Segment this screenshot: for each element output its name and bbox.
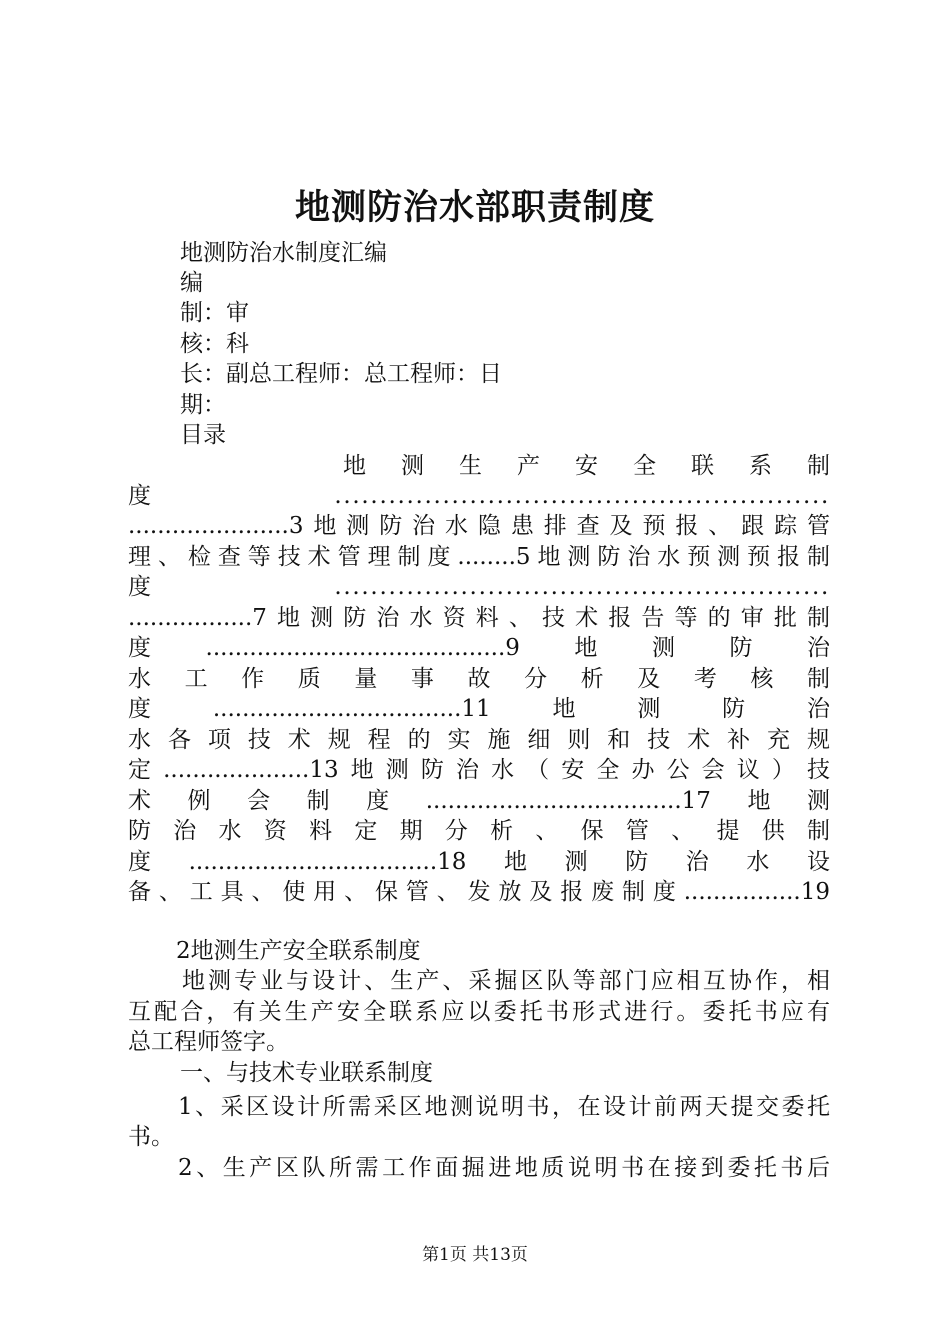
toc-line: .................7地测防治水资料、技术报告等的审批制 [128,605,830,631]
header-line: 制：审 [180,300,249,326]
paragraph-line: 书。 [128,1124,174,1150]
header-line: 核：科 [180,331,249,357]
toc-line: ......................3地测防治水隐患排查及预报、跟踪管 [128,513,830,539]
subsection-heading: 一、与技术专业联系制度 [180,1060,433,1086]
compilation-name: 地测防治水制度汇编 [180,240,387,266]
paragraph-line: 互配合，有关生产安全联系应以委托书形式进行。委托书应有 [128,999,830,1025]
paragraph-line: 总工程师签字。 [128,1029,289,1055]
header-line: 编 [180,270,203,296]
section-heading: 2地测生产安全联系制度 [176,938,421,964]
page-footer: 第1页 共13页 [422,1245,528,1265]
document-title: 地测防治水部职责制度 [294,187,655,228]
toc-line: 度....................................................... [128,483,830,509]
toc-line: 防治水资料定期分析、保管、提供制 [128,818,830,844]
paragraph-line: 地测专业与设计、生产、采掘区队等部门应相互协作，相 [182,968,830,994]
paragraph-line: 2、生产区队所需工作面掘进地质说明书在接到委托书后 [178,1155,830,1181]
toc-line: 度....................................................... [128,574,830,600]
header-line: 长：副总工程师：总工程师：日 [180,361,502,387]
toc-line: 定....................13地测防治水（安全办公会议）技 [128,757,830,783]
header-line: 期： [180,392,226,418]
toc-line: 备、工具、使用、保管、发放及报废制度................19 [128,879,830,905]
toc-line: 度..................................18地测防治水设 [128,849,830,875]
toc-line: 度..................................11地测防治 [128,696,830,722]
toc-line: 术例会制度...................................17地测 [128,788,830,814]
toc-heading: 目录 [180,422,226,448]
toc-line: 水工作质量事故分析及考核制 [128,666,830,692]
toc-line: 水各项技术规程的实施细则和技术补充规 [128,727,830,753]
paragraph-line: 1、采区设计所需采区地测说明书，在设计前两天提交委托 [178,1094,830,1120]
toc-line: 地测生产安全联系制 [343,453,830,479]
toc-line: 度.........................................9地测防治 [128,635,830,661]
toc-line: 理、检查等技术管理制度........5地测防治水预测预报制 [128,544,830,570]
